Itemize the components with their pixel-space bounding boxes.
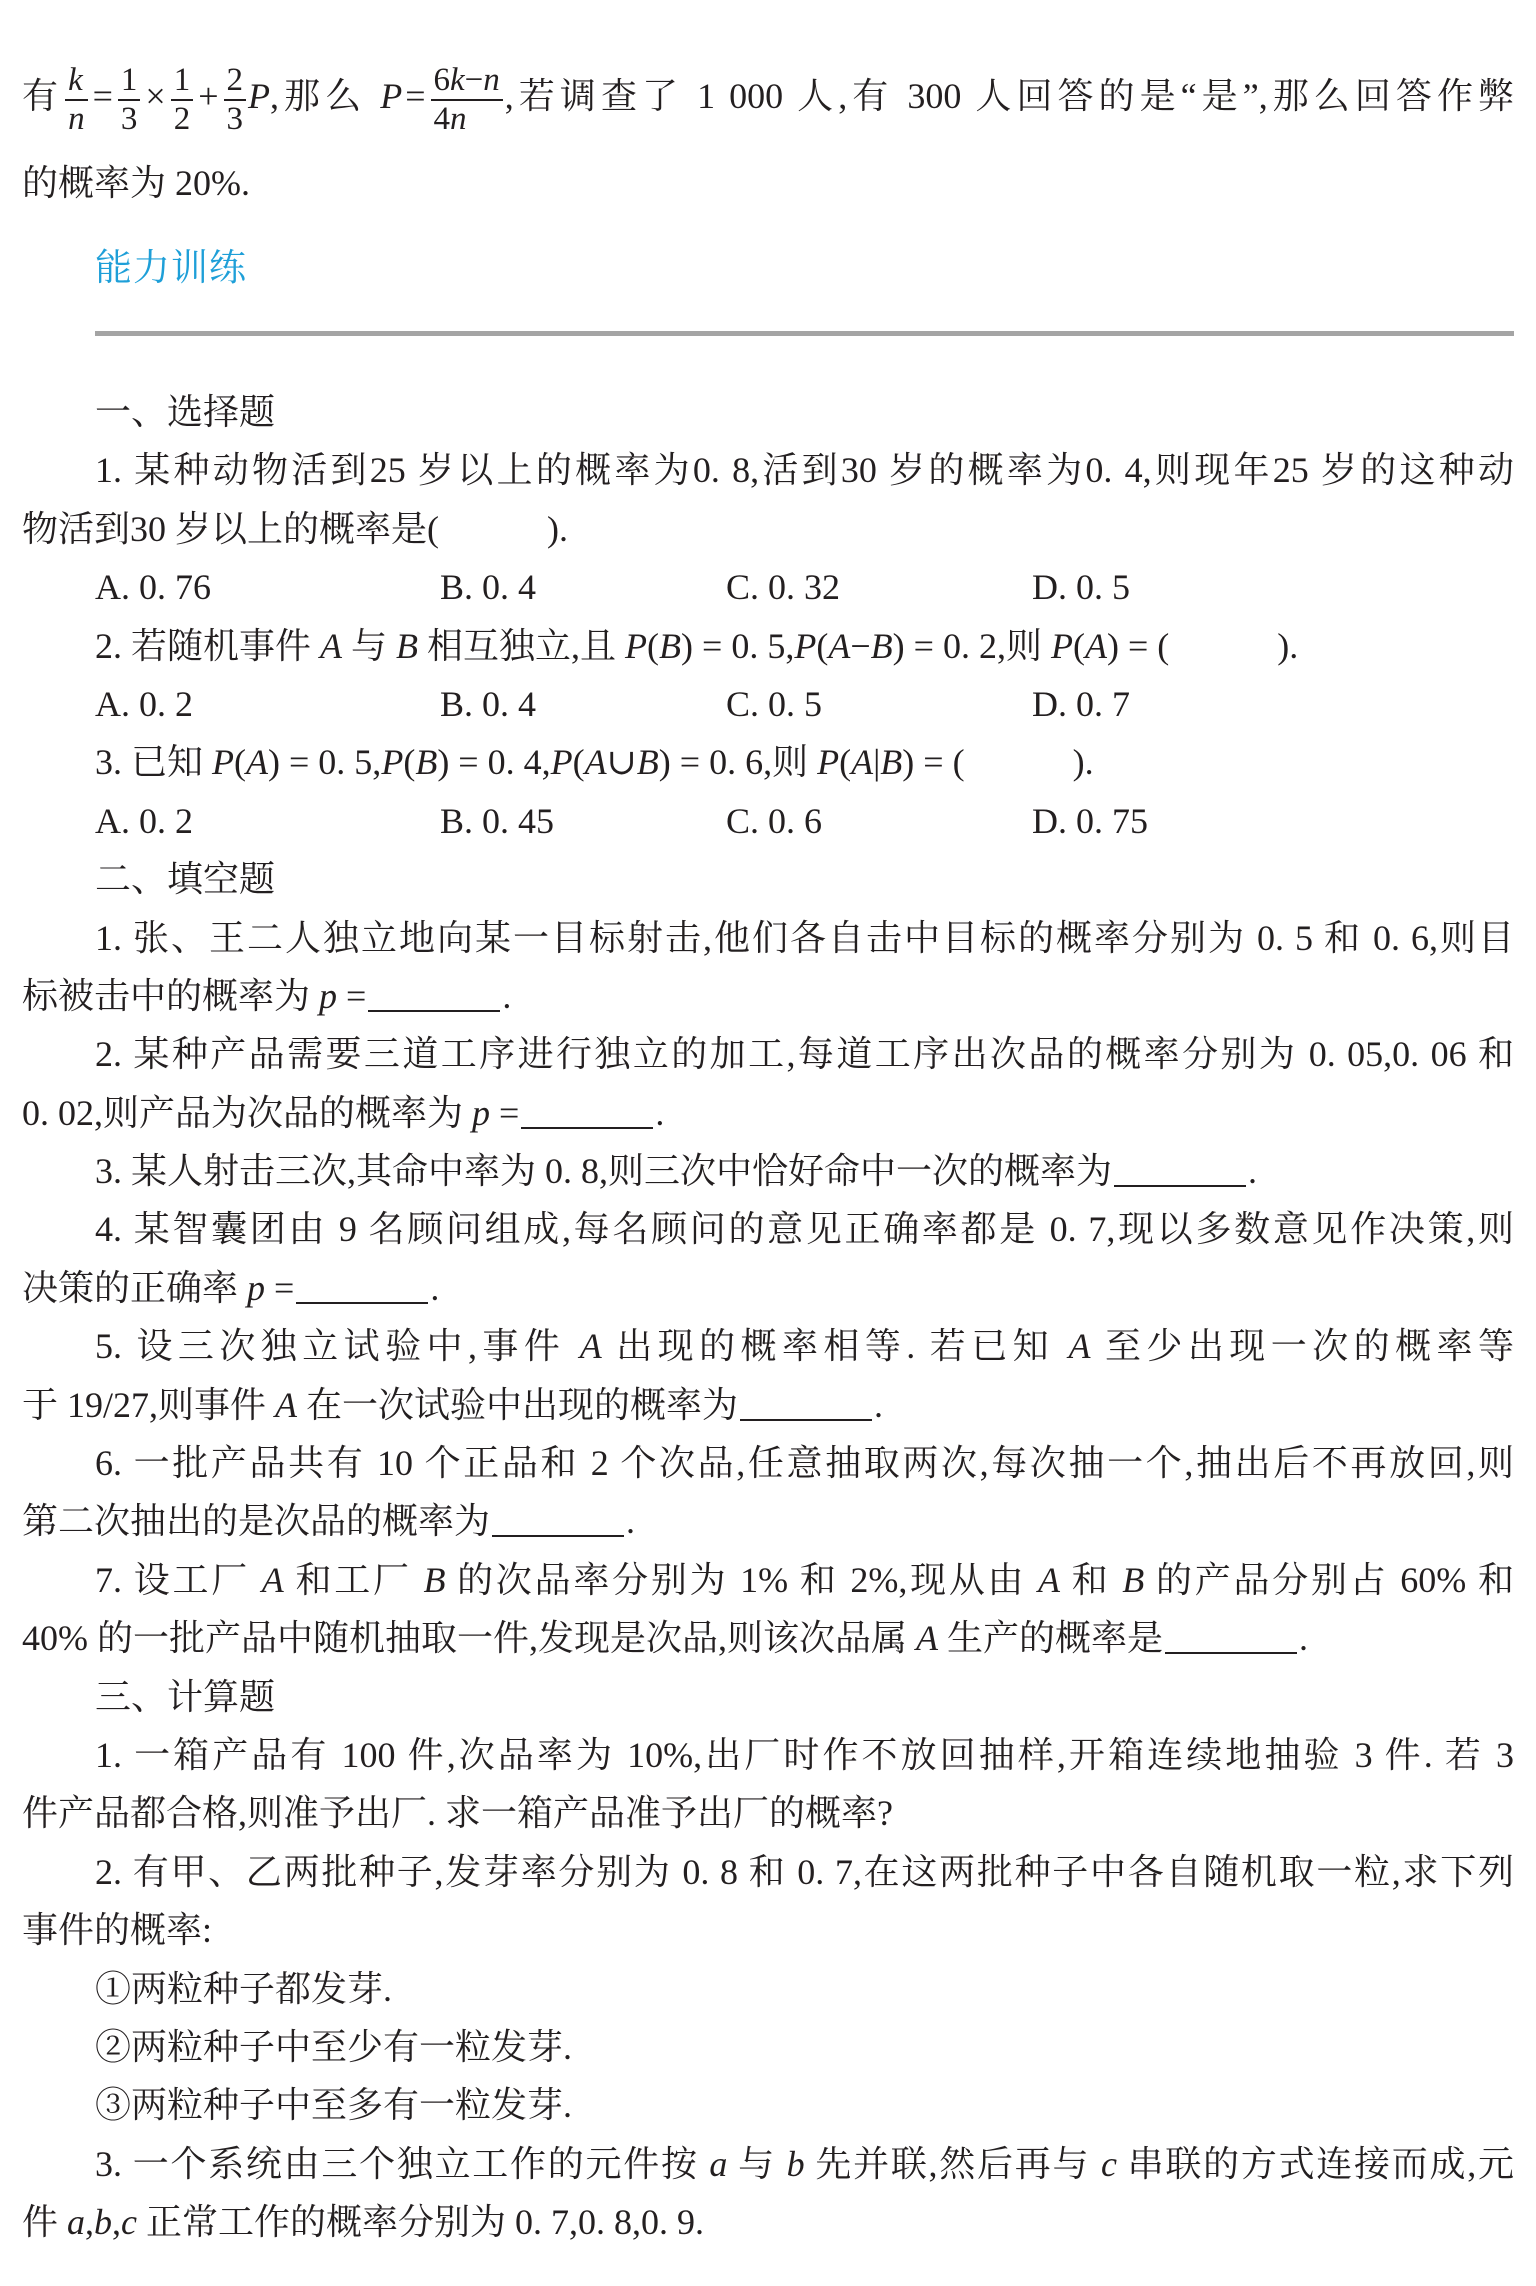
fill-q7-line2 — [0, 1609, 1536, 1667]
text-segment: 7. 设工厂 — [95, 1559, 262, 1600]
text-segment: 决策的正确率 — [22, 1267, 248, 1308]
math-variable: A — [851, 742, 874, 783]
text-segment: = — [337, 975, 367, 1016]
fill-q5-line2-end: . — [874, 1384, 884, 1425]
choice-q2-options — [0, 675, 1536, 733]
answer-blank — [1165, 1652, 1297, 1654]
text-segment: 2. 有甲、乙两批种子,发芽率分别为 0. 8 和 0. 7,在这两批种子中各自随机取一粒,求下列 — [95, 1851, 1514, 1892]
math-variable: P — [212, 742, 235, 783]
fill-q3-line1-end: . — [1248, 1151, 1258, 1192]
calc-q2-item-1: ①两粒种子都发芽. — [95, 1968, 393, 2009]
section-title-choice: 一、选择题 — [95, 392, 276, 432]
choice-q3-options — [0, 792, 1536, 850]
text-segment: 3. 一个系统由三个独立工作的元件按 — [95, 2143, 710, 2184]
fraction-denominator — [431, 101, 503, 138]
fraction-k-over-n — [65, 62, 88, 138]
answer-blank — [368, 1010, 500, 1012]
fill-q6-line1 — [0, 1434, 1536, 1492]
text-segment: ( — [1072, 625, 1085, 666]
text-segment: 件 — [22, 2202, 68, 2243]
answer-blank — [1114, 1185, 1246, 1187]
fill-q5-line1 — [0, 1317, 1536, 1375]
choice-q3-option-a: A. 0. 2 — [95, 800, 193, 841]
text-segment: ) = ( ). — [902, 742, 1094, 783]
calc-q2-line1 — [0, 1843, 1536, 1901]
text-segment: 出现的概率相等. 若已知 — [601, 1326, 1069, 1367]
text-segment: 相互独立,且 — [418, 625, 626, 666]
fill-q2-line2 — [0, 1084, 1536, 1142]
plus-sign: + — [198, 76, 219, 116]
text-segment: = — [490, 1092, 520, 1133]
exercise-body — [0, 383, 1536, 2252]
text-segment: 5. 设三次独立试验中,事件 — [95, 1326, 580, 1367]
times-sign: × — [145, 76, 166, 116]
text-segment: − — [850, 625, 871, 666]
math-variable: b — [94, 2202, 113, 2243]
math-variable: a — [67, 2202, 86, 2243]
text-segment: 的产品分别占 60% 和 — [1144, 1559, 1514, 1600]
fill-q1-line2-end: . — [502, 975, 512, 1016]
choice-q3-line1 — [0, 733, 1536, 791]
fill-q6-line2-end: . — [626, 1501, 636, 1542]
math-variable: c — [121, 2202, 137, 2243]
fill-q6-line2 — [0, 1492, 1536, 1550]
math-variable: k — [450, 61, 465, 98]
math-variable: p — [247, 1267, 266, 1308]
intro-tail-text: ,若调查了 1 000 人,有 300 人回答的是“是”,那么回答作弊 — [504, 76, 1514, 116]
fraction-denominator: 2 — [173, 100, 191, 137]
text-segment: 与 — [342, 625, 397, 666]
text-segment: 4 — [433, 100, 451, 137]
calc-q1-line2 — [0, 1784, 1536, 1842]
choice-q2-option-a: A. 0. 2 — [95, 683, 193, 724]
text-segment: 在一次试验中出现的概率为 — [297, 1384, 739, 1425]
math-variable: A — [916, 1618, 938, 1659]
text-segment: 和工厂 — [283, 1559, 424, 1600]
calc-q3-line1 — [0, 2135, 1536, 2193]
text-segment: 正常工作的概率分别为 0. 7,0. 8,0. 9. — [137, 2202, 705, 2243]
fill-q5-line2 — [0, 1376, 1536, 1434]
intro-then-text: ,那么 — [270, 76, 381, 116]
text-segment: 1. 某种动物活到25 岁以上的概率为0. 8,活到30 岁的概率为0. 4,则现年25 岁的这种动 — [95, 450, 1514, 491]
fraction-denominator: 3 — [120, 100, 138, 137]
fraction-denominator: n — [68, 100, 85, 137]
math-variable: P — [625, 625, 648, 666]
text-segment: ∪ — [606, 742, 637, 783]
math-variable: A — [1038, 1559, 1061, 1600]
math-variable: n — [483, 61, 500, 98]
text-segment: − — [464, 61, 484, 98]
math-variable: P — [381, 742, 404, 783]
text-segment: ( — [234, 742, 247, 783]
intro-formula-line — [22, 51, 1514, 141]
answer-blank — [740, 1419, 872, 1421]
fill-q3-line1-text — [95, 1151, 1112, 1191]
section-title-calc: 三、计算题 — [95, 1676, 276, 1717]
text-segment: 与 — [727, 2143, 787, 2184]
math-variable: B — [1122, 1559, 1145, 1600]
choice-q1-options — [0, 558, 1536, 616]
math-variable: A — [579, 1326, 602, 1367]
text-segment: 件产品都合格,则准予出厂. 求一箱产品准予出厂的概率? — [22, 1793, 893, 1834]
text-segment: 2. 某种产品需要三道工序进行独立的加工,每道工序出次品的概率分别为 0. 05,0. 06 和 — [95, 1034, 1514, 1075]
answer-blank — [521, 1127, 653, 1129]
text-segment: 先并联,然后再与 — [804, 2143, 1101, 2184]
text-segment: 和 — [1060, 1559, 1123, 1600]
answer-blank — [492, 1535, 624, 1537]
text-segment: 串联的方式连接而成,元 — [1116, 2143, 1514, 2184]
heading-divider — [95, 331, 1514, 336]
text-segment: ) = ( ). — [1106, 625, 1299, 666]
text-segment: = — [265, 1267, 295, 1308]
fraction-numerator: k — [65, 62, 88, 101]
fill-q1-line2-text — [22, 976, 366, 1016]
fill-q1-line1 — [0, 909, 1536, 967]
calc-q3-line2 — [0, 2193, 1536, 2251]
text-segment: ) = 0. 2,则 — [892, 625, 1051, 666]
text-segment: ( — [572, 742, 585, 783]
math-variable: P — [794, 625, 817, 666]
text-segment: 生产的概率是 — [938, 1618, 1164, 1659]
fill-q4-line2 — [0, 1259, 1536, 1317]
fraction-denominator: 3 — [226, 100, 243, 137]
fraction-p-formula — [431, 62, 503, 138]
fraction-numerator — [431, 62, 503, 101]
fraction-numerator: 1 — [171, 62, 194, 101]
fill-q4-line1 — [0, 1200, 1536, 1258]
choice-q3-option-d: D. 0. 75 — [1032, 800, 1148, 841]
calc-q2-line2 — [0, 1901, 1536, 1959]
intro-second-line: 的概率为 20%. — [22, 163, 250, 203]
choice-q1-option-c: C. 0. 32 — [726, 567, 841, 608]
math-variable: B — [423, 1559, 446, 1600]
fill-q1-line2 — [0, 967, 1536, 1025]
text-segment: 1. 一箱产品有 100 件,次品率为 10%,出厂时作不放回抽样,开箱连续地抽验 3 件. 若 3 — [95, 1734, 1514, 1775]
choice-q2-option-d: D. 0. 7 — [1032, 683, 1130, 724]
math-variable: B — [870, 625, 893, 666]
math-variable: A — [275, 1384, 298, 1425]
math-variable: P — [550, 742, 573, 783]
fraction-two-thirds — [224, 62, 247, 138]
equals-sign: = — [92, 76, 113, 116]
math-variable: A — [261, 1559, 284, 1600]
math-variable: A — [1068, 1326, 1091, 1367]
text-segment: 第二次抽出的是次品的概率为 — [22, 1501, 491, 1542]
math-variable: A — [246, 742, 269, 783]
fill-q7-line2-text — [22, 1618, 1163, 1658]
fill-q5-line2-text — [22, 1385, 738, 1425]
math-variable: B — [415, 742, 438, 783]
text-segment: ) = 0. 6,则 — [658, 742, 818, 783]
choice-q3-option-b: B. 0. 45 — [440, 800, 555, 841]
text-segment: 0. 02,则产品为次品的概率为 — [22, 1092, 473, 1133]
text-segment: ( — [816, 625, 829, 666]
text-segment: 于 19/27,则事件 — [22, 1384, 276, 1425]
choice-q1-option-a: A. 0. 76 — [95, 567, 211, 608]
equals-sign: = — [405, 76, 426, 116]
choice-q1-line1 — [0, 441, 1536, 499]
choice-q3-option-c: C. 0. 6 — [726, 800, 823, 841]
section-heading: 能力训练 — [95, 246, 247, 289]
text-segment: 至少出现一次的概率等 — [1090, 1326, 1514, 1367]
fraction-numerator: 1 — [118, 62, 141, 101]
fill-q2-line2-text — [22, 1093, 519, 1133]
fraction-numerator: 2 — [224, 62, 247, 101]
text-segment: | — [873, 742, 881, 783]
text-segment: 6. 一批产品共有 10 个正品和 2 个次品,任意抽取两次,每次抽一个,抽出后不再放回,则 — [95, 1443, 1514, 1484]
fraction-one-half — [171, 62, 194, 138]
math-variable: A — [584, 742, 607, 783]
fill-q7-line1 — [0, 1551, 1536, 1609]
text-segment: 3. 某人射击三次,其命中率为 0. 8,则三次中恰好命中一次的概率为 — [95, 1151, 1113, 1192]
math-variable: B — [659, 625, 682, 666]
math-variable-p: P — [380, 76, 403, 116]
math-variable: a — [709, 2143, 728, 2184]
fraction-one-third — [118, 62, 141, 138]
math-variable: n — [450, 100, 467, 137]
math-variable: P — [817, 742, 840, 783]
fill-q6-line2-text — [22, 1501, 490, 1541]
text-segment: ) = 0. 5, — [268, 742, 382, 783]
text-segment: 2. 若随机事件 — [95, 625, 321, 666]
math-variable: A — [320, 625, 343, 666]
fill-q4-line2-end: . — [430, 1267, 440, 1308]
math-variable: B — [880, 742, 903, 783]
text-segment: 的次品率分别为 1% 和 2%,现从由 — [445, 1559, 1039, 1600]
fill-q2-line2-end: . — [655, 1092, 665, 1133]
text-segment: ( — [647, 625, 660, 666]
math-variable: c — [1100, 2143, 1117, 2184]
math-variable: p — [472, 1092, 491, 1133]
choice-q2-option-c: C. 0. 5 — [726, 683, 823, 724]
fill-q2-line1 — [0, 1025, 1536, 1083]
choice-q1-line2 — [0, 500, 1536, 558]
choice-q2-line1 — [0, 617, 1536, 675]
math-variable: B — [396, 625, 419, 666]
text-segment: 1. 张、王二人独立地向某一目标射击,他们各自击中目标的概率分别为 0. 5 和 0. 6,则目 — [95, 917, 1514, 958]
text-segment: ) = 0. 5, — [681, 625, 795, 666]
text-segment: ) = 0. 4, — [437, 742, 551, 783]
math-variable: B — [636, 742, 659, 783]
text-segment: 40% 的一批产品中随机抽取一件,发现是次品,则该次品属 — [22, 1618, 916, 1659]
fill-q4-line2-text — [22, 1268, 294, 1308]
text-segment: ( — [839, 742, 852, 783]
choice-q2-option-b: B. 0. 4 — [440, 683, 537, 724]
choice-q1-option-b: B. 0. 4 — [440, 567, 537, 608]
math-variable: A — [828, 625, 851, 666]
math-variable: P — [1050, 625, 1073, 666]
answer-blank — [296, 1302, 428, 1304]
text-segment: 3. 已知 — [95, 742, 213, 783]
calc-q2-item-3: ③两粒种子中至多有一粒发芽. — [95, 2085, 573, 2126]
intro-lead-text: 有 — [22, 76, 64, 116]
fill-q7-line2-end: . — [1299, 1618, 1309, 1659]
text-segment: ( — [403, 742, 416, 783]
math-variable: b — [786, 2143, 805, 2184]
math-variable: A — [1084, 625, 1107, 666]
text-segment: , — [112, 2202, 122, 2243]
text-segment: 事件的概率: — [22, 1910, 213, 1951]
text-segment: 4. 某智囊团由 9 名顾问组成,每名顾问的意见正确率都是 0. 7,现以多数意见作决策,则 — [95, 1209, 1514, 1250]
section-title-fill: 二、填空题 — [95, 859, 276, 900]
calc-q1-line1 — [0, 1726, 1536, 1784]
calc-q2-item-2: ②两粒种子中至少有一粒发芽. — [95, 2026, 573, 2067]
text-segment: 标被击中的概率为 — [22, 975, 320, 1016]
text-segment: 物活到30 岁以上的概率是( ). — [22, 508, 568, 549]
text-segment: 6 — [433, 61, 451, 98]
math-variable: p — [319, 975, 338, 1016]
choice-q1-option-d: D. 0. 5 — [1032, 567, 1130, 608]
math-variable-p: P — [248, 76, 270, 116]
fill-q3-line1 — [0, 1142, 1536, 1200]
text-segment: , — [85, 2202, 95, 2243]
